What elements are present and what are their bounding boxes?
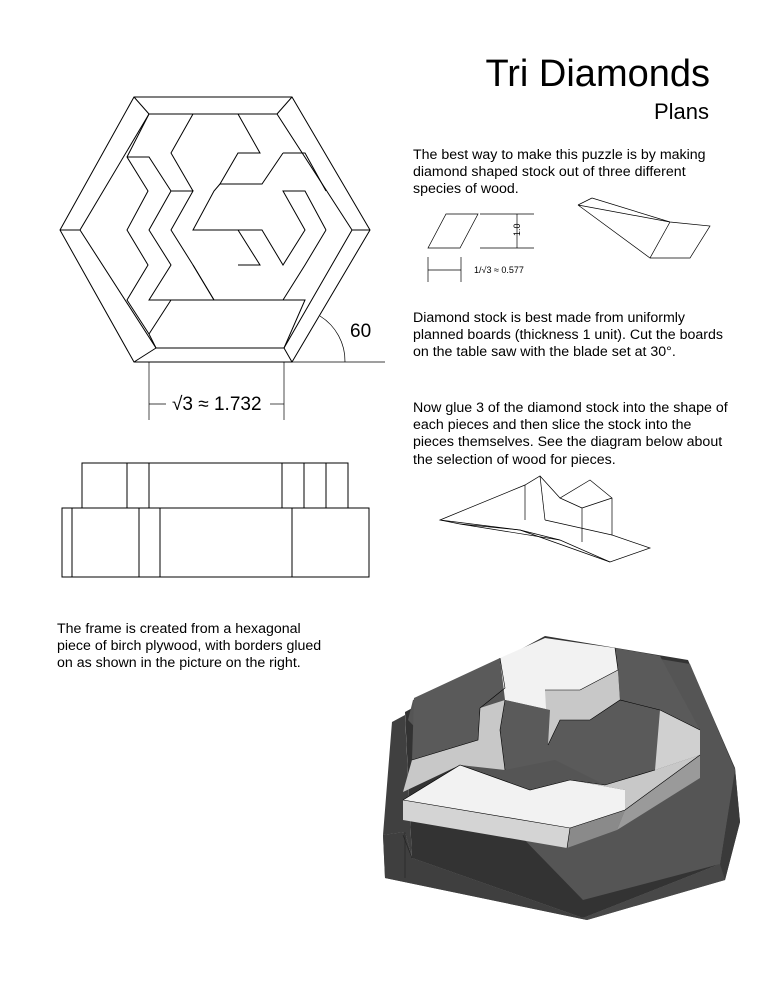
hexagon-plan-diagram	[55, 90, 395, 420]
intro-paragraph: The best way to make this puzzle is by making diamond shaped stock out of three different species of wood.	[413, 147, 706, 198]
diamond-stock-3d	[570, 195, 715, 265]
page-title: Tri Diamonds	[485, 53, 710, 95]
side-view-diagram	[55, 455, 375, 585]
puzzle-3d-render	[375, 630, 768, 930]
stock-paragraph: Diamond stock is best made from uniformly planned boards (thickness 1 unit). Cut the boards on the table saw with the blade set at 30°.	[413, 310, 723, 361]
page-subtitle: Plans	[653, 99, 709, 124]
glue-paragraph: Now glue 3 of the diamond stock into the shape of each pieces and then slice the stock into the pieces themselves. See the diagram below about the selection of wood for pieces.	[413, 400, 728, 468]
width-dimension-label: 1/√3 ≈ 0.577	[474, 265, 524, 275]
angle-label: 60	[350, 321, 372, 342]
frame-paragraph: The frame is created from a hexagonal piece of birch plywood, with borders glued on as shown in the picture on the right.	[57, 621, 322, 672]
diamond-dimension-diagram	[420, 205, 570, 285]
height-dimension-label: 1.0	[512, 223, 522, 236]
width-label: √3 ≈ 1.732	[172, 394, 262, 415]
glued-stock-3d	[435, 472, 665, 567]
